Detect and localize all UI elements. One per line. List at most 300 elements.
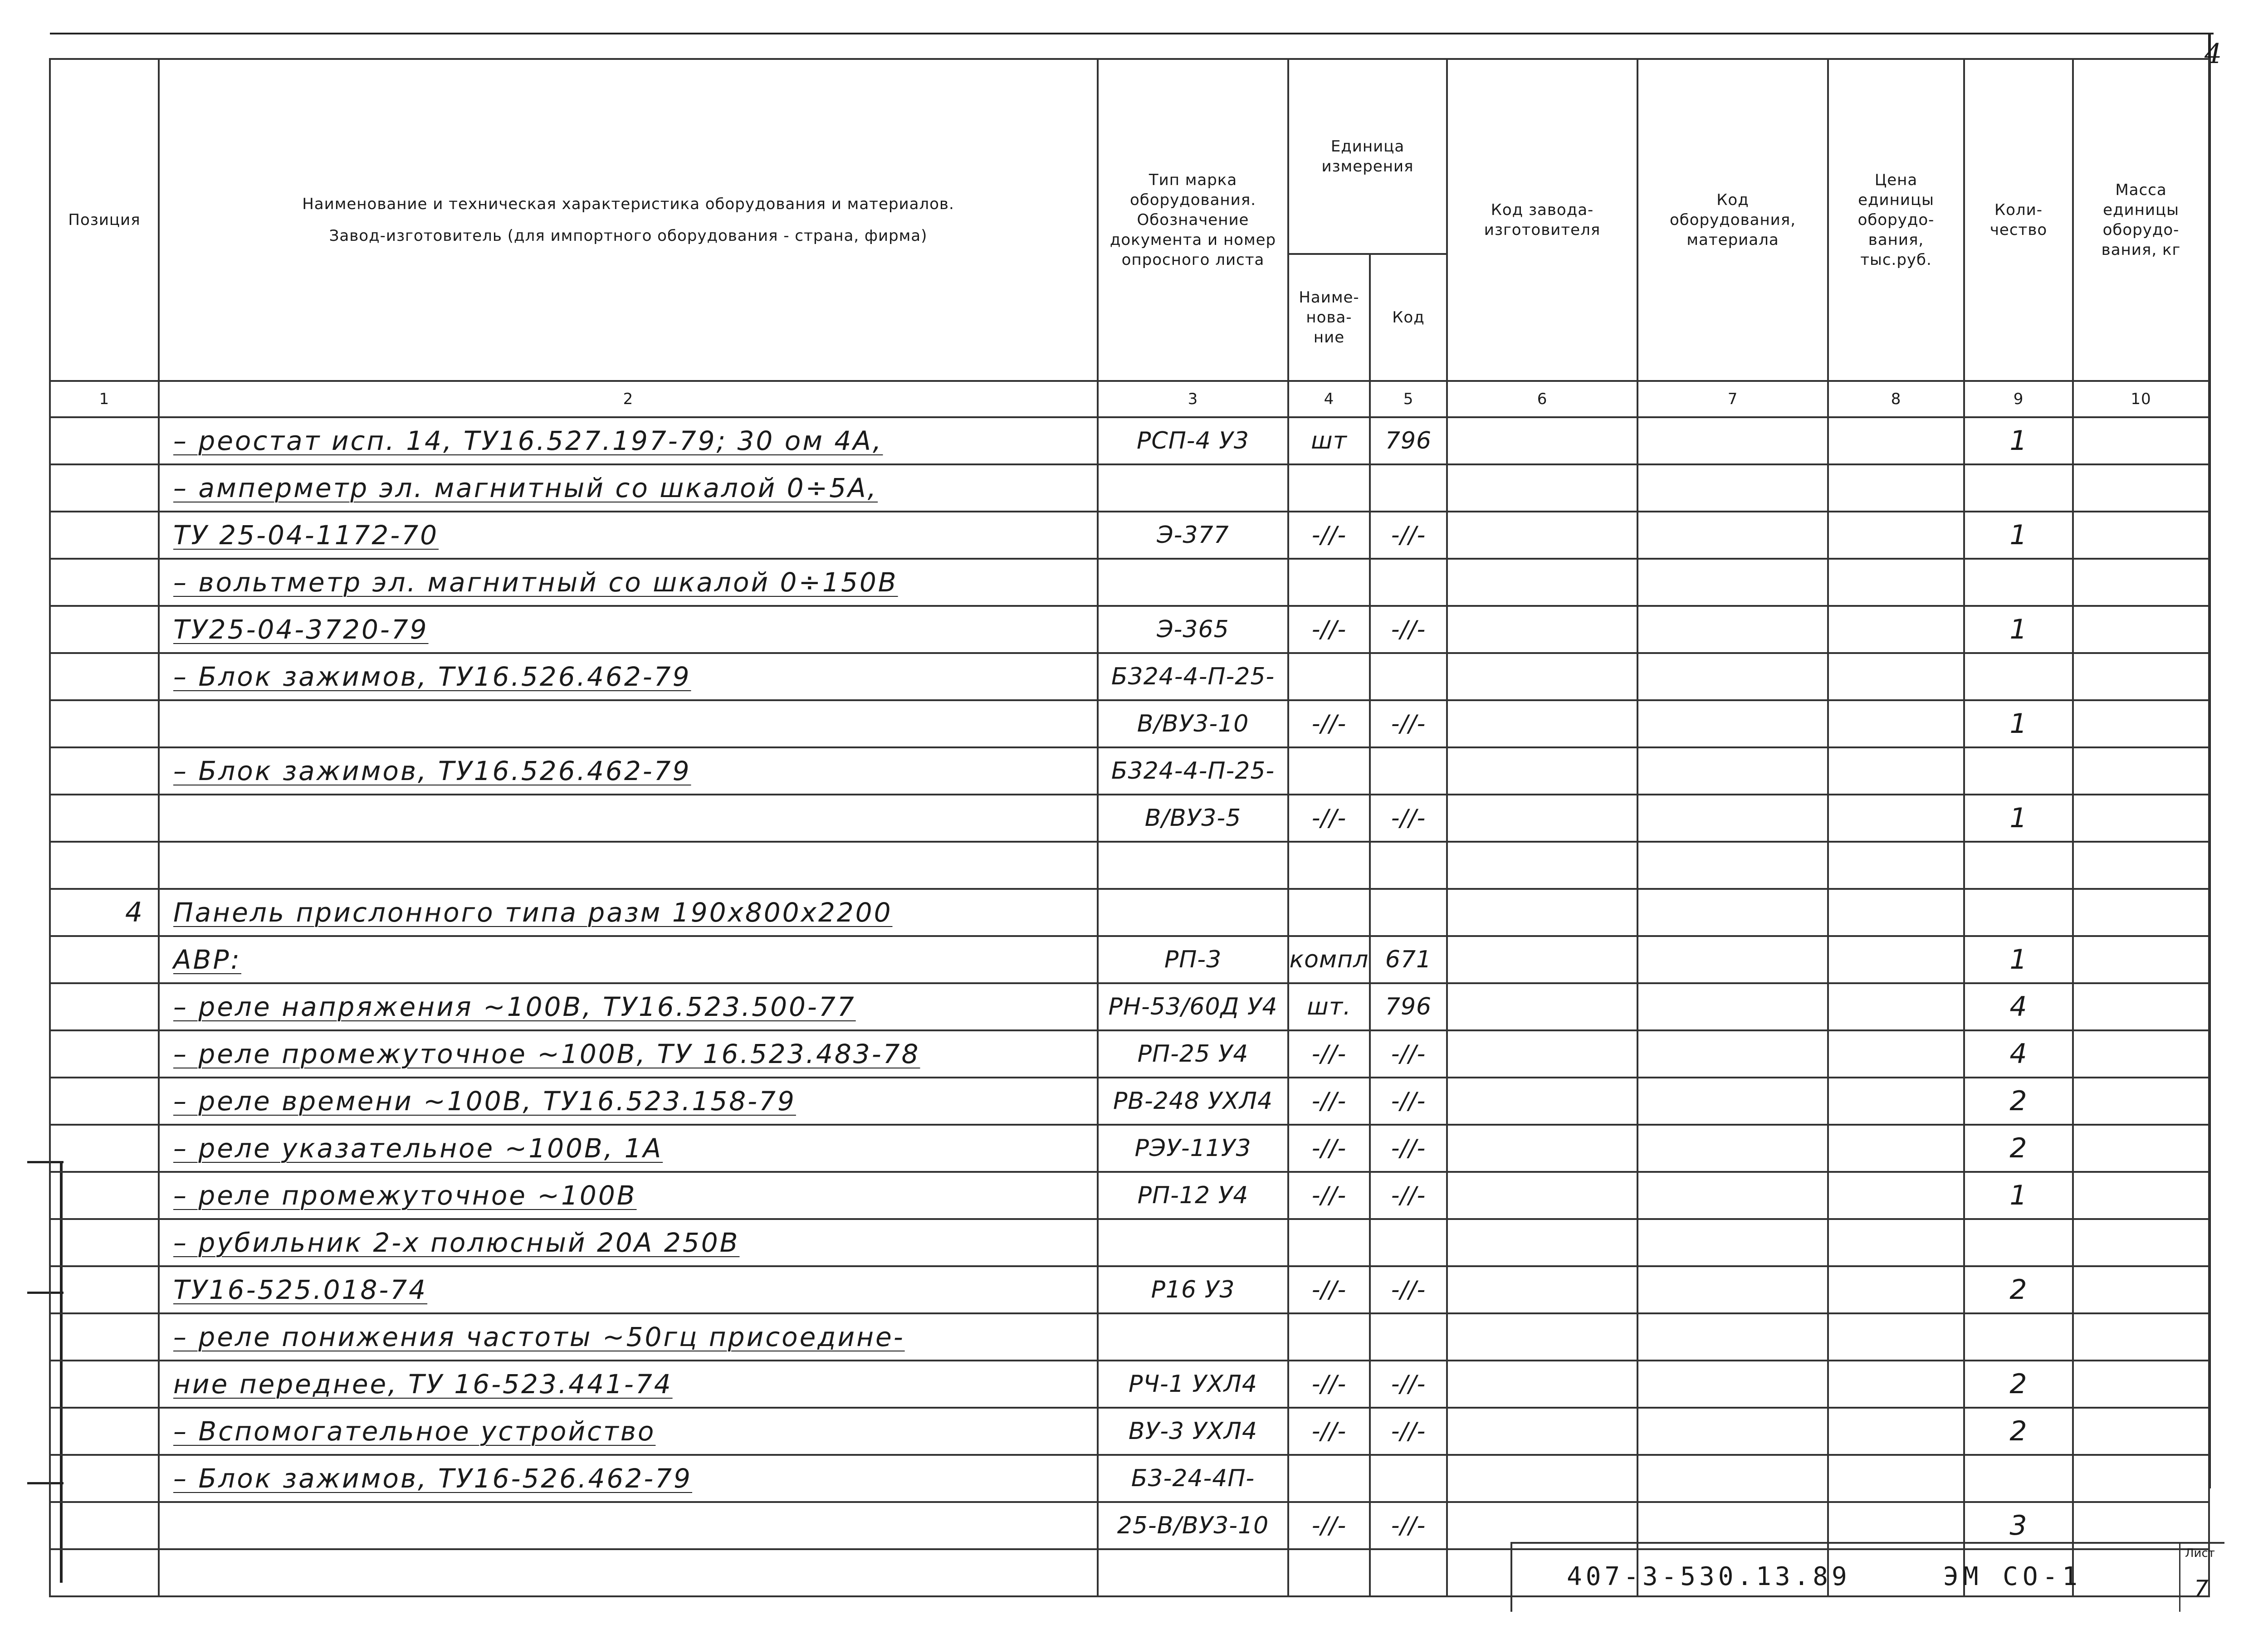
cell-factory-code [1447, 464, 1637, 512]
header-mass: Масса единицы оборудо-вания, кг [2073, 59, 2209, 381]
sheet-label: Лист [2185, 1546, 2215, 1560]
cell-equipment-code [1637, 747, 1828, 795]
cell-equipment-code [1637, 1408, 1828, 1455]
item-unit-code: -//- [1391, 1040, 1426, 1068]
item-name: – Вспомогательное устройство [173, 1416, 656, 1447]
cell-unit [1288, 1125, 1370, 1172]
cell-name [159, 983, 1098, 1030]
cell-position [50, 983, 159, 1030]
cell-type [1098, 512, 1288, 559]
cell-factory-code [1447, 889, 1637, 936]
cell-position [50, 1361, 159, 1408]
cell-equipment-code [1637, 559, 1828, 606]
item-qty: 4 [2009, 991, 2028, 1023]
cell-position [50, 464, 159, 512]
cell-factory-code [1447, 936, 1637, 983]
cell-position [50, 559, 159, 606]
cell-unit-code [1370, 747, 1447, 795]
cell-factory-code [1447, 983, 1637, 1030]
cell-price [1828, 1172, 1964, 1219]
header-qty: Коли-чество [1964, 59, 2073, 381]
item-unit-code: -//- [1391, 1512, 1426, 1539]
cell-unit-code [1370, 559, 1447, 606]
table-row [50, 417, 2209, 464]
header-name [159, 59, 1098, 381]
cell-equipment-code [1637, 795, 1828, 842]
cell-unit-code [1370, 417, 1447, 464]
header-equipment-code: Код оборудования, материала [1637, 59, 1828, 381]
cell-position [50, 700, 159, 747]
cell-unit [1288, 1030, 1370, 1078]
cell-qty [1964, 983, 2073, 1030]
cell-type [1098, 1549, 1288, 1596]
cell-unit [1288, 1502, 1370, 1549]
item-name [160, 1557, 173, 1588]
document-number: 407-3-530.13.89 [1567, 1562, 1851, 1591]
cell-type [1098, 1361, 1288, 1408]
item-qty: 2 [2009, 1085, 2028, 1117]
cell-factory-code [1447, 1125, 1637, 1172]
cell-equipment-code [1637, 1030, 1828, 1078]
cell-factory-code [1447, 1455, 1637, 1502]
item-name: Панель прислонного типа разм 190х800х2200 [173, 897, 893, 928]
header-name-line2: Завод-изготовитель (для импортного оборудования - страна, фирма) [329, 227, 928, 245]
cell-mass [2073, 1030, 2209, 1078]
cell-position [50, 842, 159, 889]
cell-unit [1288, 1408, 1370, 1455]
cell-unit-code [1370, 1408, 1447, 1455]
cell-equipment-code [1637, 983, 1828, 1030]
cell-mass [2073, 700, 2209, 747]
cell-equipment-code [1637, 1313, 1828, 1361]
cell-mass [2073, 1172, 2209, 1219]
cell-position [50, 1502, 159, 1549]
item-unit: -//- [1311, 1371, 1347, 1398]
item-type: В/ВУ3-5 [1144, 805, 1242, 832]
item-unit-code: -//- [1391, 1418, 1426, 1445]
cell-type [1098, 1172, 1288, 1219]
item-unit-code: -//- [1391, 616, 1426, 643]
table-row [50, 936, 2209, 983]
cell-factory-code [1447, 747, 1637, 795]
item-name: ние переднее, ТУ 16-523.441-74 [173, 1369, 673, 1400]
header-type: Тип марка оборудования. Обозначение документа и номер опросного листа [1098, 59, 1288, 381]
cell-qty [1964, 889, 2073, 936]
table-row [50, 889, 2209, 936]
cell-position [50, 1408, 159, 1455]
cell-unit-code [1370, 1078, 1447, 1125]
item-type: В/ВУ3-10 [1137, 710, 1249, 737]
cell-type [1098, 417, 1288, 464]
cell-mass [2073, 747, 2209, 795]
item-type: РН-53/60Д У4 [1108, 993, 1278, 1020]
item-unit: -//- [1311, 1276, 1347, 1303]
cell-name [159, 417, 1098, 464]
cell-position [50, 1172, 159, 1219]
cell-type [1098, 1313, 1288, 1361]
cell-qty [1964, 1172, 2073, 1219]
cell-type [1098, 1078, 1288, 1125]
item-type: РП-12 У4 [1137, 1182, 1249, 1209]
cell-position [50, 606, 159, 653]
cell-position [50, 512, 159, 559]
column-number: 1 [50, 381, 159, 417]
cell-qty [1964, 1408, 2073, 1455]
cell-position [50, 653, 159, 700]
cell-position [50, 1219, 159, 1266]
cell-name [159, 1266, 1098, 1313]
item-type: Р16 У3 [1151, 1276, 1235, 1303]
item-name [160, 803, 173, 834]
item-name: – реостат исп. 14, ТУ16.527.197-79; 30 ом 4А, [173, 425, 883, 456]
cell-factory-code [1447, 1030, 1637, 1078]
cell-mass [2073, 1313, 2209, 1361]
cell-position [50, 1125, 159, 1172]
cell-type [1098, 1266, 1288, 1313]
cell-qty [1964, 1219, 2073, 1266]
cell-type [1098, 606, 1288, 653]
cell-price [1828, 1219, 1964, 1266]
table-row [50, 842, 2209, 889]
item-type: Б324-4-П-25- [1111, 663, 1275, 690]
header-unit-name: Наиме-нова-ние [1288, 254, 1370, 381]
cell-factory-code [1447, 842, 1637, 889]
item-name: – реле напряжения ~100В, ТУ16.523.500-77 [173, 991, 856, 1022]
item-qty: 1 [2009, 519, 2028, 551]
cell-name [159, 1313, 1098, 1361]
item-unit: -//- [1311, 1418, 1347, 1445]
cell-equipment-code [1637, 1361, 1828, 1408]
table-row [50, 1125, 2209, 1172]
cell-factory-code [1447, 417, 1637, 464]
cell-position [50, 417, 159, 464]
item-type: РЭУ-11У3 [1134, 1135, 1251, 1162]
item-qty: 2 [2009, 1132, 2028, 1164]
cell-price [1828, 559, 1964, 606]
column-number: 8 [1828, 381, 1964, 417]
column-number: 9 [1964, 381, 2073, 417]
item-unit: -//- [1311, 805, 1347, 832]
cell-price [1828, 1361, 1964, 1408]
item-qty: 1 [2009, 802, 2028, 834]
item-qty: 1 [2009, 708, 2028, 740]
cell-type [1098, 1455, 1288, 1502]
item-type: Э-365 [1157, 616, 1229, 643]
cell-position [50, 1030, 159, 1078]
item-type: РСП-4 У3 [1137, 427, 1249, 454]
cell-factory-code [1447, 1408, 1637, 1455]
cell-qty [1964, 1266, 2073, 1313]
column-number: 7 [1637, 381, 1828, 417]
cell-price [1828, 1408, 1964, 1455]
cell-name [159, 795, 1098, 842]
item-qty: 4 [2009, 1038, 2028, 1070]
item-type: 25-В/ВУ3-10 [1117, 1512, 1269, 1539]
item-name: – реле понижения частоты ~50гц присоедине- [173, 1322, 905, 1352]
item-name: – реле времени ~100В, ТУ16.523.158-79 [173, 1086, 796, 1117]
cell-mass [2073, 1125, 2209, 1172]
cell-unit-code [1370, 983, 1447, 1030]
item-unit: -//- [1311, 1135, 1347, 1162]
cell-qty [1964, 417, 2073, 464]
cell-type [1098, 889, 1288, 936]
column-number: 5 [1370, 381, 1447, 417]
cell-unit [1288, 1219, 1370, 1266]
item-type: РВ-248 УХЛ4 [1113, 1088, 1273, 1115]
item-qty: 1 [2009, 944, 2028, 976]
cell-factory-code [1447, 606, 1637, 653]
cell-mass [2073, 559, 2209, 606]
item-name: – Блок зажимов, ТУ16.526.462-79 [173, 661, 691, 692]
cell-mass [2073, 795, 2209, 842]
sheet-box [2179, 1544, 2226, 1612]
position-value: 4 [125, 897, 144, 928]
cell-position [50, 1266, 159, 1313]
cell-name [159, 1030, 1098, 1078]
cell-unit-code [1370, 512, 1447, 559]
cell-name [159, 1502, 1098, 1549]
cell-type [1098, 1502, 1288, 1549]
header-price: Цена единицы оборудо-вания, тыс.руб. [1828, 59, 1964, 381]
cell-equipment-code [1637, 1125, 1828, 1172]
cell-type [1098, 983, 1288, 1030]
cell-type [1098, 936, 1288, 983]
item-qty: 1 [2009, 614, 2028, 645]
cell-position [50, 1078, 159, 1125]
table-body [50, 417, 2209, 1596]
item-name: – рубильник 2-х полюсный 20А 250В [173, 1227, 740, 1258]
cell-name [159, 1125, 1098, 1172]
table-row [50, 795, 2209, 842]
cell-unit [1288, 512, 1370, 559]
item-unit: шт [1311, 427, 1347, 454]
cell-factory-code [1447, 559, 1637, 606]
cell-factory-code [1447, 1172, 1637, 1219]
item-name: – реле указательное ~100В, 1А [173, 1133, 663, 1164]
cell-equipment-code [1637, 417, 1828, 464]
item-unit-code: -//- [1391, 1276, 1426, 1303]
table-row [50, 512, 2209, 559]
cell-unit-code [1370, 1313, 1447, 1361]
cell-equipment-code [1637, 1172, 1828, 1219]
item-name: – реле промежуточное ~100В [173, 1180, 637, 1211]
cell-qty [1964, 1078, 2073, 1125]
cell-position [50, 1549, 159, 1596]
title-block-stamp [1510, 1542, 2224, 1612]
cell-name [159, 1078, 1098, 1125]
cell-position [50, 1455, 159, 1502]
item-unit-code: 796 [1385, 427, 1432, 454]
item-qty: 3 [2009, 1510, 2028, 1541]
table-row [50, 1219, 2209, 1266]
item-unit: -//- [1311, 710, 1347, 737]
cell-type [1098, 464, 1288, 512]
cell-unit [1288, 842, 1370, 889]
frame-top-line [50, 33, 2214, 34]
cell-mass [2073, 1408, 2209, 1455]
table-row [50, 747, 2209, 795]
table-row [50, 1078, 2209, 1125]
cell-name [159, 842, 1098, 889]
item-type: Б3-24-4П- [1131, 1465, 1255, 1492]
cell-factory-code [1447, 653, 1637, 700]
cell-name [159, 512, 1098, 559]
cell-price [1828, 464, 1964, 512]
cell-mass [2073, 464, 2209, 512]
item-unit: -//- [1311, 1512, 1347, 1539]
cell-mass [2073, 889, 2209, 936]
table-row [50, 1455, 2209, 1502]
item-name [160, 708, 173, 739]
cell-position [50, 1313, 159, 1361]
cell-mass [2073, 936, 2209, 983]
item-type: РП-3 [1164, 946, 1222, 973]
cell-type [1098, 1125, 1288, 1172]
cell-unit [1288, 1266, 1370, 1313]
cell-price [1828, 1266, 1964, 1313]
cell-equipment-code [1637, 889, 1828, 936]
cell-unit-code [1370, 653, 1447, 700]
cell-type [1098, 700, 1288, 747]
cell-qty [1964, 559, 2073, 606]
cell-qty [1964, 747, 2073, 795]
cell-type [1098, 1030, 1288, 1078]
cell-unit [1288, 1078, 1370, 1125]
cell-unit-code [1370, 464, 1447, 512]
cell-mass [2073, 512, 2209, 559]
item-unit: -//- [1311, 1182, 1347, 1209]
cell-factory-code [1447, 512, 1637, 559]
header-name-line1: Наименование и техническая характеристика оборудования и материалов. [302, 195, 954, 213]
cell-type [1098, 842, 1288, 889]
cell-price [1828, 842, 1964, 889]
cell-factory-code [1447, 1219, 1637, 1266]
cell-qty [1964, 1125, 2073, 1172]
cell-equipment-code [1637, 512, 1828, 559]
item-name: – вольтметр эл. магнитный со шкалой 0÷150В [173, 567, 898, 598]
cell-unit [1288, 606, 1370, 653]
cell-name [159, 747, 1098, 795]
column-number: 3 [1098, 381, 1288, 417]
cell-unit [1288, 700, 1370, 747]
item-name [160, 1510, 173, 1541]
table-row [50, 1361, 2209, 1408]
table-row [50, 1030, 2209, 1078]
cell-price [1828, 606, 1964, 653]
cell-unit [1288, 983, 1370, 1030]
cell-factory-code [1447, 1361, 1637, 1408]
cell-qty [1964, 653, 2073, 700]
cell-name [159, 936, 1098, 983]
cell-factory-code [1447, 1266, 1637, 1313]
table-row [50, 1313, 2209, 1361]
cell-name [159, 1408, 1098, 1455]
cell-factory-code [1447, 700, 1637, 747]
cell-unit-code [1370, 1125, 1447, 1172]
header-position: Позиция [50, 59, 159, 381]
cell-unit [1288, 936, 1370, 983]
cell-equipment-code [1637, 464, 1828, 512]
table-row [50, 700, 2209, 747]
item-unit: -//- [1311, 522, 1347, 549]
item-unit: -//- [1311, 1040, 1347, 1068]
item-qty: 2 [2009, 1368, 2028, 1400]
cell-mass [2073, 1361, 2209, 1408]
cell-name [159, 653, 1098, 700]
table-row [50, 983, 2209, 1030]
item-name: – амперметр эл. магнитный со шкалой 0÷5А, [173, 473, 878, 503]
cell-unit [1288, 559, 1370, 606]
cell-mass [2073, 606, 2209, 653]
cell-equipment-code [1637, 606, 1828, 653]
item-unit-code: 671 [1385, 946, 1432, 973]
cell-unit-code [1370, 842, 1447, 889]
document-code: ЭМ СО-1 [1943, 1562, 2082, 1591]
cell-name [159, 464, 1098, 512]
cell-mass [2073, 983, 2209, 1030]
item-type: РЧ-1 УХЛ4 [1129, 1371, 1257, 1398]
cell-unit-code [1370, 1172, 1447, 1219]
item-unit: -//- [1311, 616, 1347, 643]
cell-name [159, 1219, 1098, 1266]
cell-type [1098, 653, 1288, 700]
item-name: – Блок зажимов, ТУ16.526.462-79 [173, 756, 691, 786]
cell-name [159, 889, 1098, 936]
cell-unit-code [1370, 795, 1447, 842]
cell-mass [2073, 653, 2209, 700]
cell-unit-code [1370, 1266, 1447, 1313]
cell-qty [1964, 606, 2073, 653]
cell-qty [1964, 464, 2073, 512]
cell-unit-code [1370, 936, 1447, 983]
cell-unit-code [1370, 1030, 1447, 1078]
cell-qty [1964, 1030, 2073, 1078]
item-unit-code: 796 [1385, 993, 1432, 1020]
cell-name [159, 700, 1098, 747]
column-number-row [50, 381, 2209, 417]
cell-factory-code [1447, 795, 1637, 842]
cell-unit [1288, 1313, 1370, 1361]
table-row [50, 1172, 2209, 1219]
item-name: ТУ25-04-3720-79 [173, 614, 429, 645]
table-row [50, 1266, 2209, 1313]
cell-qty [1964, 1455, 2073, 1502]
cell-name [159, 559, 1098, 606]
cell-equipment-code [1637, 700, 1828, 747]
cell-type [1098, 795, 1288, 842]
cell-unit-code [1370, 1219, 1447, 1266]
cell-qty [1964, 842, 2073, 889]
cell-unit [1288, 417, 1370, 464]
item-type: ВУ-3 УХЛ4 [1128, 1418, 1258, 1445]
item-name: – Блок зажимов, ТУ16-526.462-79 [173, 1463, 692, 1494]
cell-unit-code [1370, 700, 1447, 747]
table-row [50, 464, 2209, 512]
cell-qty [1964, 795, 2073, 842]
header-row [50, 59, 2209, 254]
cell-unit [1288, 653, 1370, 700]
cell-equipment-code [1637, 1266, 1828, 1313]
header-unit-code: Код [1370, 254, 1447, 381]
item-unit-code: -//- [1391, 805, 1426, 832]
item-name: ТУ16-525.018-74 [173, 1274, 428, 1305]
cell-qty [1964, 700, 2073, 747]
item-unit-code: -//- [1391, 1135, 1426, 1162]
item-type: РП-25 У4 [1137, 1040, 1249, 1068]
cell-unit [1288, 1172, 1370, 1219]
cell-mass [2073, 1219, 2209, 1266]
cell-equipment-code [1637, 1078, 1828, 1125]
